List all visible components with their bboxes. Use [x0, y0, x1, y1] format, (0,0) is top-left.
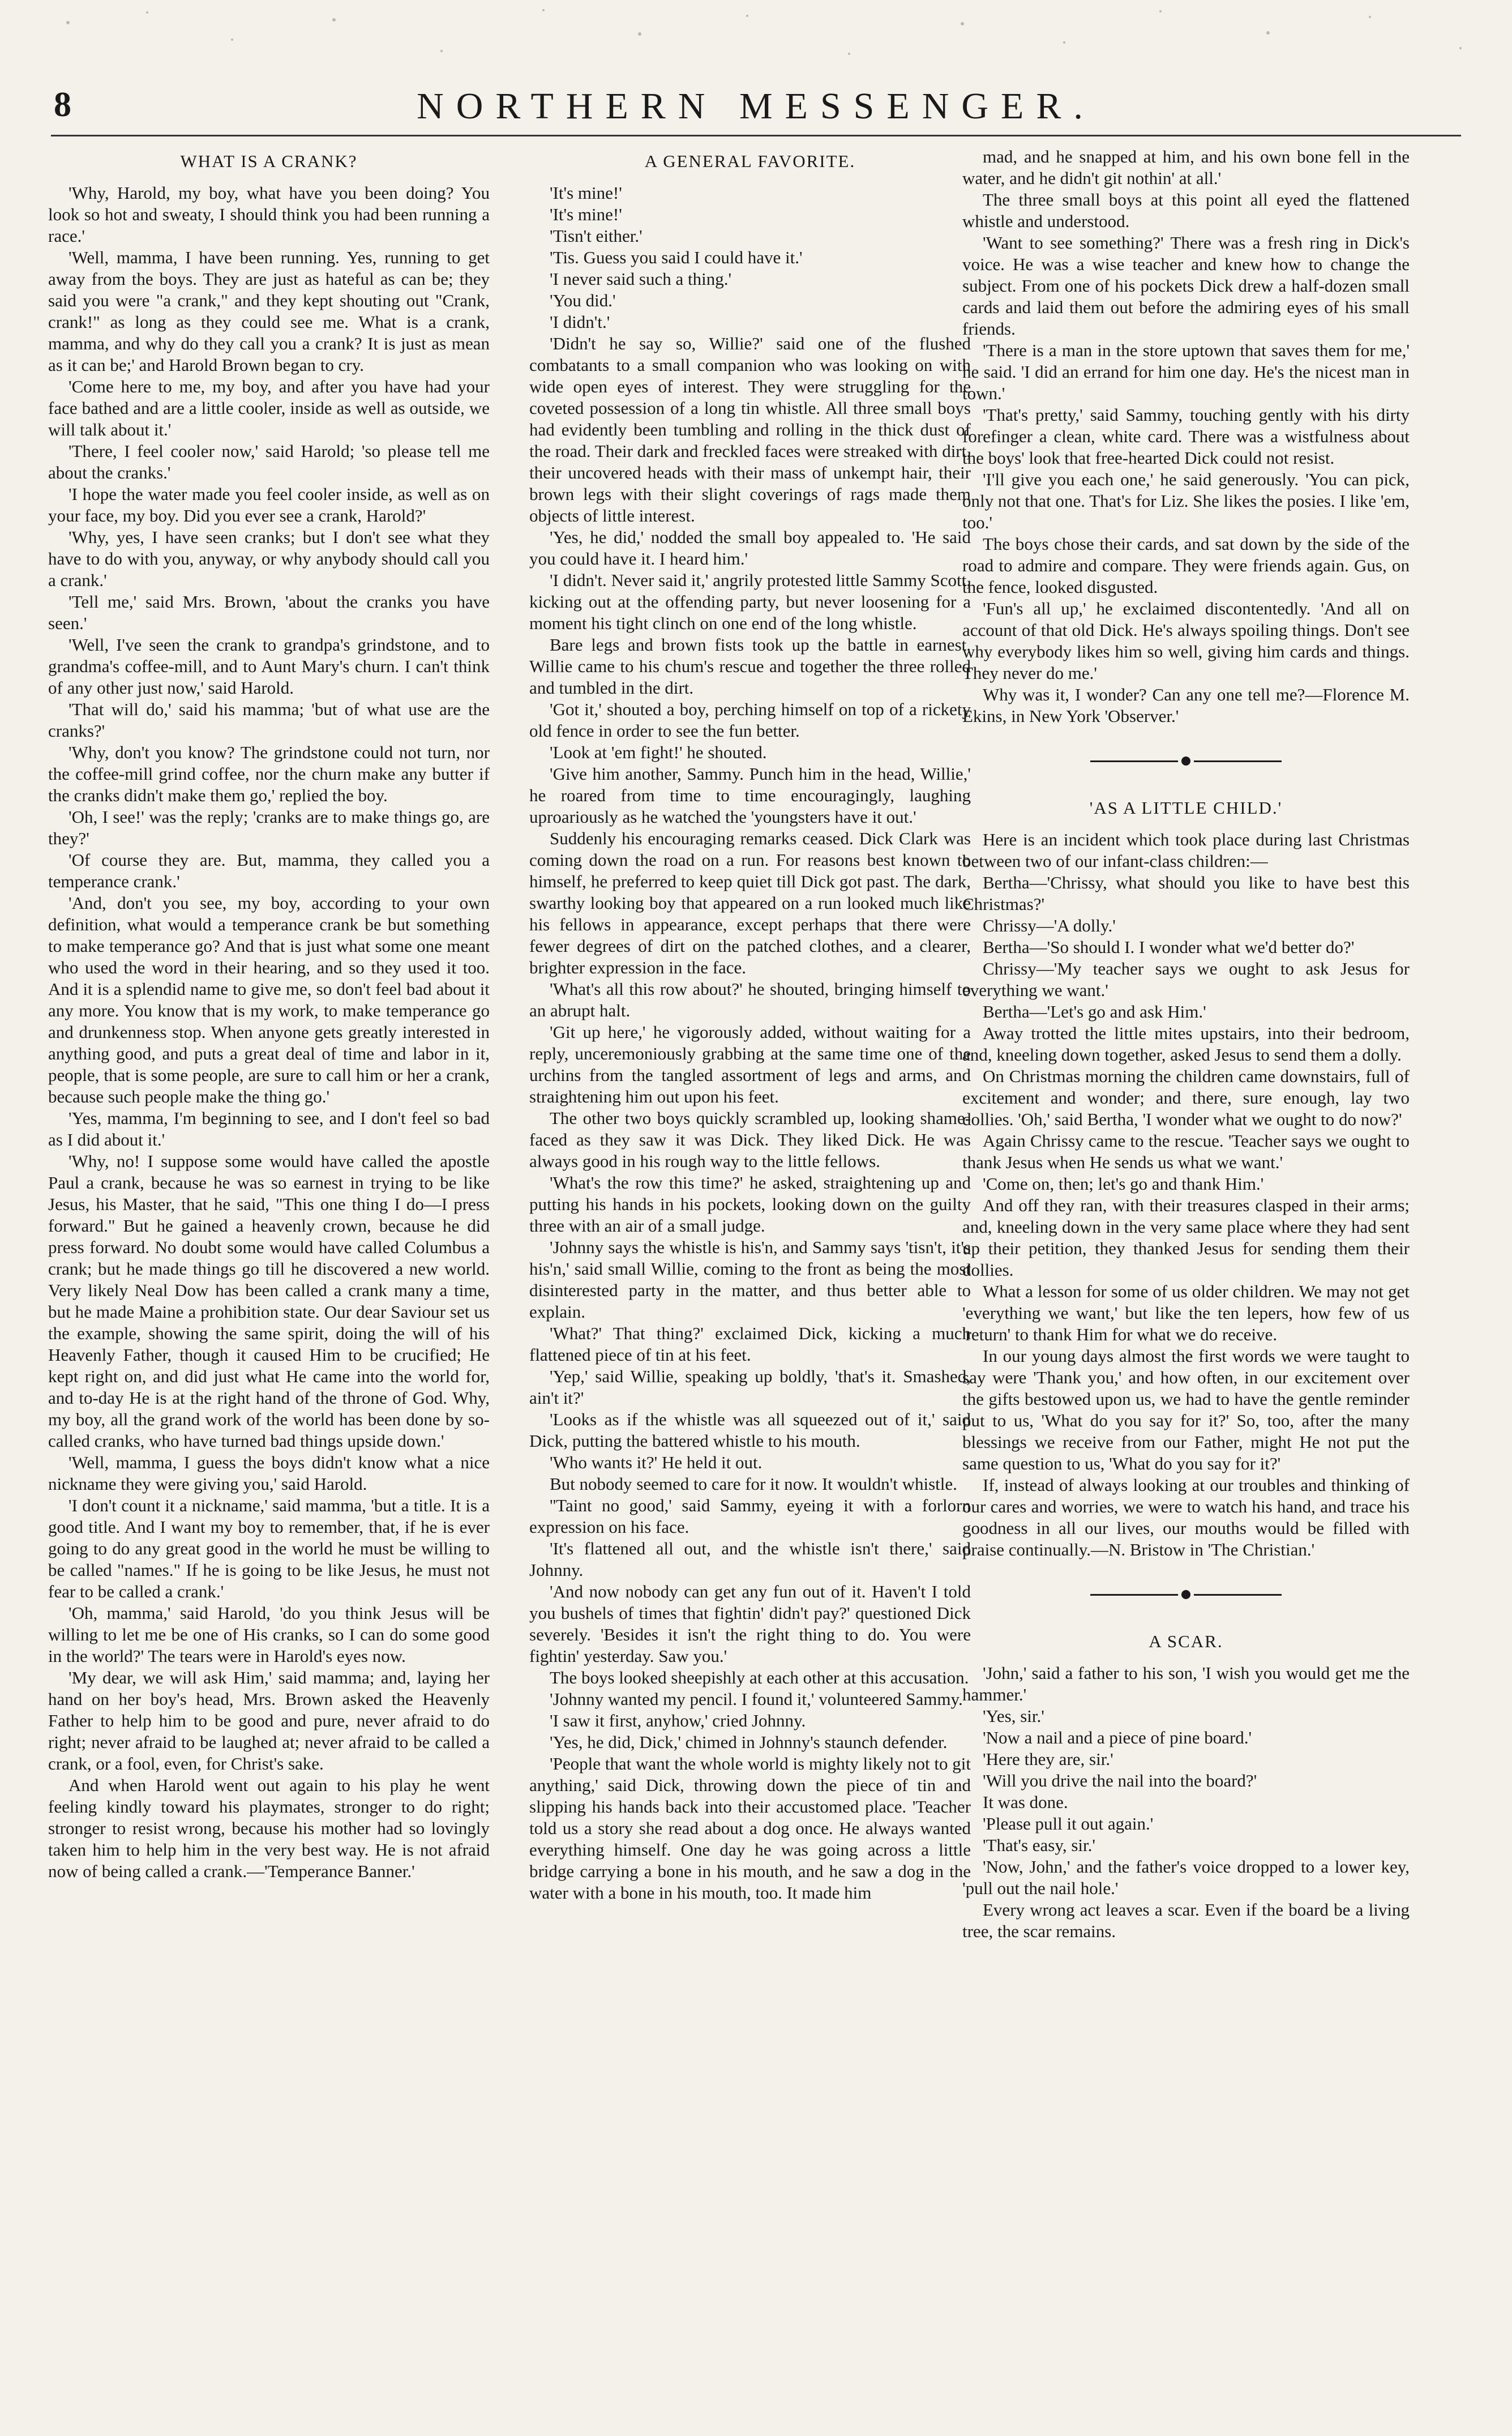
paragraph: If, instead of always looking at our troubles and thinking of our cares and worries, we were to watch his hand, and trace his goodness in all our lives, our mouths would be filled with praise continually.—N. Bristow in 'The Christian.'	[962, 1475, 1410, 1559]
paragraph: mad, and he snapped at him, and his own bone fell in the water, and he didn't git nothin' at all.'	[962, 147, 1410, 188]
masthead: NORTHERN MESSENGER.	[417, 86, 1095, 127]
paragraph: 'Oh, I see!' was the reply; 'cranks are to make things go, are they?'	[48, 807, 490, 848]
paragraph: 'Yes, he did,' nodded the small boy appealed to. 'He said you could have it. I heard him.'	[529, 527, 971, 569]
paragraph: 'Well, mamma, I have been running. Yes, running to get away from the boys. They are just as hateful as can be; they said you were "a crank," and they kept shouting out "Crank, crank!" as long as they could see me. What is a crank, mamma, and why do they call you a crank? It is just as mean as it can be;' and Harold Brown began to cry.	[48, 247, 490, 375]
paragraph: Why was it, I wonder? Can any one tell me?—Florence M. Ekins, in New York 'Observer.'	[962, 685, 1410, 726]
paragraph: The boys chose their cards, and sat down by the side of the road to admire and compare. They were friends again. Gus, on the fence, looked disgusted.	[962, 534, 1410, 597]
article-title-crank: WHAT IS A CRANK?	[180, 151, 358, 171]
paragraph: 'I saw it first, anyhow,' cried Johnny.	[550, 1711, 806, 1730]
paragraph: ''Taint no good,' said Sammy, eyeing it with a forlorn expression on his face.	[529, 1495, 971, 1537]
article-title-little-child: 'AS A LITTLE CHILD.'	[1089, 798, 1283, 818]
paragraph: 'Why, no! I suppose some would have called the apostle Paul a crank, because he was so earnest in trying to be like Jesus, his Master, that he said, "This one thing I do—I press forward." But he gained a heavenly crown, because he did press forward. No doubt some would have called Columbus a crank; but he made things go till he discovered a new world. Very likely Neal Dow has been called a crank many a time, but he made Maine a prohibition state. Our dear Saviour set us the example, showing the same spirit, doing the will of his Heavenly Father, though it caused Him to be crucified; He kept right on, and did just what He came into the world for, and to-day He is at the right hand of the throne of God. Why, my boy, all the grand work of the world has been done by so-called cranks, who have turned bad things upside down.'	[48, 1151, 490, 1451]
paragraph: 'Yes, he did, Dick,' chimed in Johnny's staunch defender.	[550, 1732, 948, 1752]
paragraph: 'Why, Harold, my boy, what have you been doing? You look so hot and sweaty, I should think you had been running a race.'	[48, 183, 490, 246]
paragraph: Here is an incident which took place during last Christmas between two of our infant-class children:—	[962, 830, 1410, 871]
article-body-scar	[962, 1663, 1410, 1942]
paragraph: 'Come here to me, my boy, and after you have had your face bathed and are a little cooler, inside as well as outside, we will talk about it.'	[48, 377, 490, 439]
paragraph: 'And now nobody can get any fun out of it. Haven't I told you bushels of times that fightin' didn't pay?' questioned Dick severely. 'Besides it isn't the right thing to do. You were fightin' yesterday. Saw you.'	[529, 1582, 971, 1666]
paper-texture	[0, 0, 1512, 91]
paragraph: 'Johnny wanted my pencil. I found it,' volunteered Sammy.	[550, 1689, 963, 1709]
paragraph: 'Got it,' shouted a boy, perching himself on top of a rickety old fence in order to see the fun better.	[529, 699, 971, 741]
column-2	[529, 146, 971, 1904]
paragraph: 'What's the row this time?' he asked, straightening up and putting his hands in his pockets, looking down on the guilty three with an air of a small judge.	[529, 1173, 971, 1236]
paragraph: 'It's flattened all out, and the whistle isn't there,' said Johnny.	[529, 1538, 971, 1580]
paragraph: 'Looks as if the whistle was all squeezed out of it,' said Dick, putting the battered whistle to his mouth.	[529, 1409, 971, 1451]
paragraph: 'Please pull it out again.'	[983, 1814, 1154, 1834]
paragraph: Bertha—'Chrissy, what should you like to have best this Christmas?'	[962, 873, 1410, 914]
article-body-little-child	[962, 829, 1410, 1561]
page-number: 8	[54, 86, 71, 124]
column-3	[962, 146, 1410, 1942]
paragraph: 'Will you drive the nail into the board?'	[983, 1771, 1257, 1790]
paragraph: 'Johnny says the whistle is his'n, and Sammy says 'tisn't, it's his'n,' said small Willie, coming to the front as being the most disinterested party in the matter, and thus better able to explain.	[529, 1237, 971, 1322]
paragraph: 'I hope the water made you feel cooler inside, as well as on your face, my boy. Did you ever see a crank, Harold?'	[48, 484, 490, 525]
paragraph: In our young days almost the first words we were taught to say were 'Thank you,' and how often, in our excitement over the gifts bestowed upon us, we had to have the gentle reminder put to us, 'What do you say for it?' So, too, after the many blessings we receive from our Father, might He not put the same question to us, 'What do you say for it?'	[962, 1346, 1410, 1473]
paragraph: 'Yes, mamma, I'm beginning to see, and I don't feel so bad as I did about it.'	[48, 1108, 490, 1149]
paragraph: It was done.	[983, 1792, 1068, 1812]
paragraph: 'Why, don't you know? The grindstone could not turn, nor the coffee-mill grind coffee, nor the churn make any butter if the cranks didn't make them go,' replied the boy.	[48, 742, 490, 805]
paragraph: Bertha—'Let's go and ask Him.'	[983, 1002, 1206, 1022]
paragraph: 'It's mine!'	[550, 204, 622, 224]
page-header	[0, 85, 1512, 136]
paragraph: 'Fun's all up,' he exclaimed discontentedly. 'And all on account of that old Dick. He's always spoiling things. Don't see why everybody likes him so well, giving him cards and things. They never do me.'	[962, 599, 1410, 683]
paragraph: Chrissy—'My teacher says we ought to ask Jesus for everything we want.'	[962, 959, 1410, 1000]
paragraph: 'Git up here,' he vigorously added, without waiting for a reply, unceremoniously grabbing at the same time one of the urchins from the tangled assortment of legs and arms, and straightening him out upon his feet.	[529, 1022, 971, 1106]
paragraph: 'That's easy, sir.'	[983, 1835, 1095, 1855]
paragraph: 'It's mine!'	[550, 183, 622, 203]
paragraph: The three small boys at this point all eyed the flattened whistle and understood.	[962, 190, 1410, 231]
paragraph: 'And, don't you see, my boy, according to your own definition, what would a temperance crank be but something to make temperance go? And that is just what some one meant who used the word in their hearing, and so they used it too. And it is a splendid name to give me, so don't feel bad about it any more. You know that is my work, to make temperance go and drunkenness stop. When anyone gets greatly interested in anything good, and puts a great deal of time and labor in it, people, that is some people, are sure to call him or her a crank, because such people make the thing go.'	[48, 893, 490, 1106]
article-body-crank	[48, 182, 490, 1882]
header-rule	[51, 135, 1461, 136]
paragraph: Bare legs and brown fists took up the battle in earnest. Willie came to his chum's rescue and together the three rolled and tumbled in the dirt.	[529, 635, 971, 698]
paragraph: 'Tisn't either.'	[550, 226, 643, 246]
paragraph: 'Yes, sir.'	[983, 1706, 1044, 1726]
paragraph: Every wrong act leaves a scar. Even if the board be a living tree, the scar remains.	[962, 1900, 1410, 1941]
paragraph: 'I don't count it a nickname,' said mamma, 'but a title. It is a good title. And I want my boy to remember, that, if he is ever going to do any great good in the world he must be willing to be called "names." If he is going to be like Jesus, he must not fear to be called a crank.'	[48, 1495, 490, 1601]
paragraph: Suddenly his encouraging remarks ceased. Dick Clark was coming down the road on a run. For reasons best known to himself, he preferred to keep quiet till Dick got past. The dark, swarthy looking boy that appeared on a run looked much like his fellows in appearance, except perhaps that there were fewer degrees of dirt on the patched clothes, and a clearer, brighter expression in the face.	[529, 828, 971, 977]
paragraph: Away trotted the little mites upstairs, into their bedroom, and, kneeling down together, asked Jesus to send them a dolly.	[962, 1023, 1410, 1065]
paragraph: Bertha—'So should I. I wonder what we'd better do?'	[983, 937, 1355, 957]
paragraph: On Christmas morning the children came downstairs, full of excitement and wonder; and there, sure enough, lay two dollies. 'Oh,' said Bertha, 'I wonder what we ought to do now?'	[962, 1066, 1410, 1129]
paragraph: 'What?' That thing?' exclaimed Dick, kicking a much flattened piece of tin at his feet.	[529, 1323, 971, 1365]
paragraph: 'Want to see something?' There was a fresh ring in Dick's voice. He was a wise teacher and knew how to change the subject. From one of his pockets Dick drew a half-dozen small cards and laid them out before the admiring eyes of his small friends.	[962, 233, 1410, 339]
paragraph: 'Well, I've seen the crank to grandpa's grindstone, and to grandma's coffee-mill, and to Aunt Mary's churn. I can't think of any other just now,' said Harold.	[48, 635, 490, 698]
paragraph: 'Tell me,' said Mrs. Brown, 'about the cranks you have seen.'	[48, 592, 490, 633]
paragraph: 'What's all this row about?' he shouted, bringing himself to an abrupt halt.	[529, 979, 971, 1020]
paragraph: 'That's pretty,' said Sammy, touching gently with his dirty forefinger a clean, white card. There was a wistfulness about the boys' look that free-hearted Dick could not resist.	[962, 405, 1410, 468]
paragraph: 'Of course they are. But, mamma, they called you a temperance crank.'	[48, 850, 490, 891]
paragraph: 'I didn't.'	[550, 312, 610, 332]
paragraph: 'Tis. Guess you said I could have it.'	[550, 247, 803, 267]
column-1	[48, 146, 490, 1882]
paragraph: 'Who wants it?' He held it out.	[550, 1452, 763, 1472]
paragraph: And when Harold went out again to his play he went feeling kindly toward his playmates, stronger to do right; stronger to resist wrong, because his mother had so lovingly taken him to help him in the very best way. He is not afraid now of being called a crank.—'Temperance Banner.'	[48, 1775, 490, 1881]
paragraph: 'Look at 'em fight!' he shouted.	[550, 742, 767, 762]
paragraph: Chrissy—'A dolly.'	[983, 916, 1116, 935]
paragraph: 'I'll give you each one,' he said generously. 'You can pick, only not that one. That's for Liz. She likes the posies. I like 'em, too.'	[962, 469, 1410, 532]
paragraph: 'Why, yes, I have seen cranks; but I don't see what they have to do with you, anyway, or why anybody should call you a crank.'	[48, 527, 490, 590]
paragraph: 'Oh, mamma,' said Harold, 'do you think Jesus will be willing to let me be one of His cranks, so I can do some good in the world?' The tears were in Harold's eyes now.	[48, 1603, 490, 1666]
paragraph: What a lesson for some of us older children. We may not get 'everything we want,' but like the ten lepers, how few of us 'return' to thank Him for what we do receive.	[962, 1281, 1410, 1344]
paragraph: 'Here they are, sir.'	[983, 1749, 1113, 1769]
paragraph: And off they ran, with their treasures clasped in their arms; and, kneeling down in the very same place where they had sent up their petition, they thanked Jesus for sending them their dollies.	[962, 1195, 1410, 1280]
paragraph: Again Chrissy came to the rescue. 'Teacher says we ought to thank Jesus when He sends us what we want.'	[962, 1131, 1410, 1172]
paragraph: 'Give him another, Sammy. Punch him in the head, Willie,' he roared from time to time encouragingly, laughing uproariously as he watched the 'youngsters have it out.'	[529, 764, 971, 827]
paragraph: 'Now, John,' and the father's voice dropped to a lower key, 'pull out the nail hole.'	[962, 1857, 1410, 1898]
paragraph: 'Now a nail and a piece of pine board.'	[983, 1728, 1252, 1747]
paragraph: 'Come on, then; let's go and thank Him.'	[983, 1174, 1264, 1194]
paragraph: 'Yep,' said Willie, speaking up boldly, 'that's it. Smashed, ain't it?'	[529, 1366, 971, 1408]
paragraph: 'That will do,' said his mamma; 'but of what use are the cranks?'	[48, 699, 490, 741]
section-divider	[962, 757, 1410, 766]
paragraph: The other two boys quickly scrambled up, looking shame-faced as they saw it was Dick. They liked Dick. He was always good in his rough way to the little fellows.	[529, 1108, 971, 1171]
paragraph: 'Well, mamma, I guess the boys didn't know what a nice nickname they were giving you,' said Harold.	[48, 1452, 490, 1494]
paragraph: 'Didn't he say so, Willie?' said one of the flushed combatants to a small companion who was looking on with wide open eyes of interest. They were struggling for the coveted possession of a long tin whistle. All three small boys had evidently been tumbling and rolling in the thick dust of the road. Their dark and freckled faces were streaked with dirt, their uncovered heads with their mass of unkempt hair, their brown legs with their slight coverings of rags made them objects of little interest.	[529, 334, 971, 525]
paragraph: 'John,' said a father to his son, 'I wish you would get me the hammer.'	[962, 1663, 1410, 1704]
paragraph: But nobody seemed to care for it now. It wouldn't whistle.	[550, 1474, 957, 1494]
paragraph: 'There is a man in the store uptown that saves them for me,' he said. 'I did an errand for him one day. He's the nicest man in town.'	[962, 340, 1410, 403]
paragraph: 'I never said such a thing.'	[550, 269, 732, 289]
article-title-favorite: A GENERAL FAVORITE.	[644, 151, 856, 171]
article-title-scar: A SCAR.	[1149, 1631, 1223, 1651]
paragraph: 'You did.'	[550, 290, 616, 310]
paragraph: 'I didn't. Never said it,' angrily protested little Sammy Scott, kicking out at the offending party, but never loosening for a moment his tight clinch on one end of the long whistle.	[529, 570, 971, 633]
paragraph: The boys looked sheepishly at each other at this accusation.	[550, 1668, 969, 1687]
article-body-favorite-continued	[962, 146, 1410, 727]
paragraph: 'There, I feel cooler now,' said Harold; 'so please tell me about the cranks.'	[48, 441, 490, 482]
section-divider	[962, 1590, 1410, 1599]
article-body-favorite	[529, 182, 971, 1904]
paragraph: 'People that want the whole world is mighty likely not to git anything,' said Dick, throwing down the piece of tin and slipping his hands back into their accustomed place. 'Teacher told us a story she read about a dog once. He always wanted everything himself. One day he was going across a little bridge carrying a bone in his mouth, and he saw a dog in the water with a bone in his mouth, too. It made him	[529, 1754, 971, 1903]
paragraph: 'My dear, we will ask Him,' said mamma; and, laying her hand on her boy's head, Mrs. Brown asked the Heavenly Father to help him to be good and pure, never afraid to do right; never afraid to be laughed at; never afraid to be called a crank, or a fool, even, for Christ's sake.	[48, 1668, 490, 1773]
